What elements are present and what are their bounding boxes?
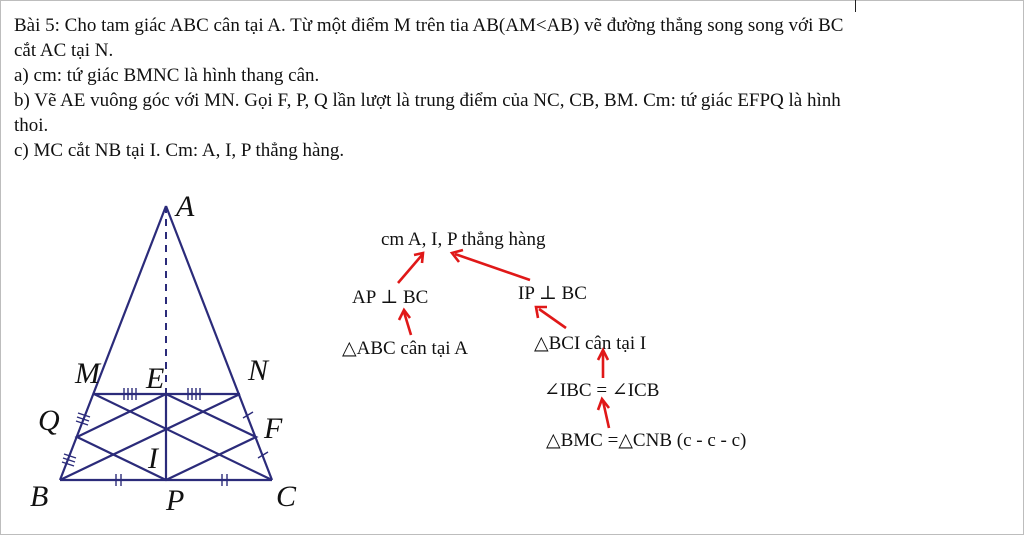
label-i: I [148, 442, 158, 475]
analysis-ap-perp: AP ⊥ BC [352, 287, 429, 308]
analysis-congruent: △BMC =△CNB (c - c - c) [546, 430, 747, 451]
label-p: P [166, 484, 185, 517]
problem-line-2: cắt AC tại N. [14, 40, 114, 61]
side-ac [166, 206, 272, 480]
label-c: C [276, 480, 297, 513]
segment-mc [94, 394, 272, 480]
analysis-bci-isosceles: △BCI cân tại I [534, 333, 647, 354]
problem-part-a: a) cm: tứ giác BMNC là hình thang cân. [14, 65, 320, 86]
label-a: A [176, 190, 195, 223]
label-q: Q [38, 404, 60, 437]
side-ab [60, 206, 166, 480]
label-b: B [30, 480, 49, 513]
problem-part-c: c) MC cắt NB tại I. Cm: A, I, P thẳng hàng. [14, 140, 345, 161]
analysis-ip-perp: IP ⊥ BC [518, 283, 587, 304]
analysis-abc-isosceles: △ABC cân tại A [342, 338, 468, 359]
problem-part-b-continued: thoi. [14, 115, 49, 136]
label-m: M [75, 357, 100, 390]
label-f: F [264, 412, 283, 445]
problem-part-b: b) Vẽ AE vuông góc với MN. Gọi F, P, Q lần lượt là trung điểm của NC, CB, BM. Cm: tứ giác EFPQ là hình [14, 90, 841, 111]
problem-line-1: Bài 5: Cho tam giác ABC cân tại A. Từ một điểm M trên tia AB(AM<AB) vẽ đường thẳng song song với BC [14, 15, 844, 36]
analysis-angles-equal: ∠IBC = ∠ICB [544, 380, 660, 401]
label-n: N [248, 354, 269, 387]
analysis-goal: cm A, I, P thẳng hàng [381, 229, 546, 250]
label-e: E [146, 362, 165, 395]
